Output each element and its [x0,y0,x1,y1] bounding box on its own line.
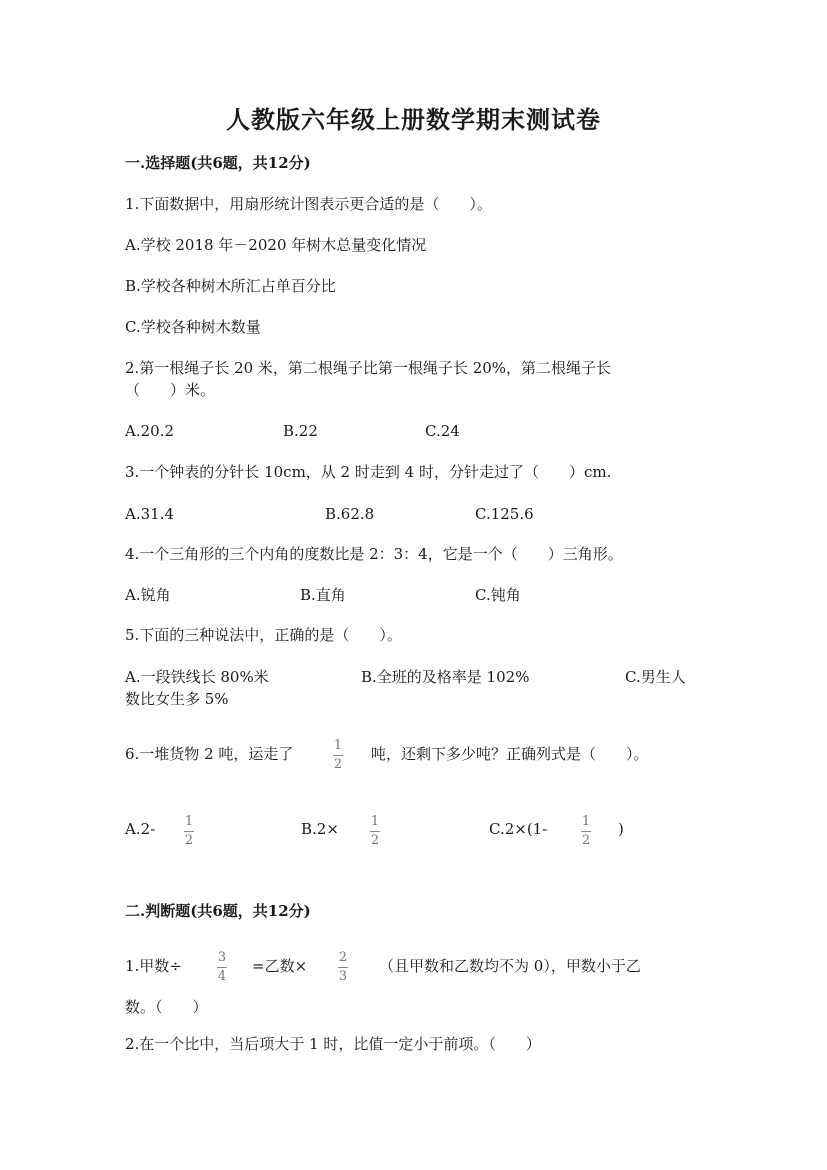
fraction-numerator: 1 [370,814,380,829]
fraction-denominator: 2 [333,757,343,772]
question-6-option-a-fraction [184,815,194,848]
question-2-option-a: A.20.2 [125,422,174,440]
question-1-option-c: C.学校各种树木数量 [125,318,261,336]
fraction-denominator: 3 [338,969,348,984]
question-6-option-c-fraction [581,815,591,848]
fraction-numerator: 3 [217,950,227,965]
fraction-bar [184,831,194,832]
page-title: 人教版六年级上册数学期末测试卷 [226,105,601,134]
question-3-option-b: B.62.8 [325,505,375,523]
question-5-option-a: A.一段铁线长 80%米 [125,668,269,686]
question-4-option-a: A.锐角 [125,586,171,604]
question-4-option-b: B.直角 [300,586,346,604]
fraction-denominator: 4 [217,969,227,984]
judge-1-part2: =乙数× [252,957,308,975]
judge-1-fraction-1 [217,951,227,984]
fraction-numerator: 1 [581,814,591,829]
question-4-option-c: C.钝角 [475,586,521,604]
question-3-option-a: A.31.4 [125,505,174,523]
question-6-stem-part1: 6.一堆货物 2 吨，运走了 [125,745,294,763]
judge-1-part1: 1.甲数÷ [125,957,182,975]
question-6-option-c-end: ) [618,820,624,838]
question-1-option-a: A.学校 2018 年－2020 年树木总量变化情况 [125,236,427,254]
question-6-stem-part2: 吨，还剩下多少吨？正确列式是（ ）。 [371,745,649,763]
fraction-numerator: 1 [184,814,194,829]
question-6-fraction [333,739,343,772]
question-3-stem: 3.一个钟表的分针长 10cm，从 2 时走到 4 时，分针走过了（ ）cm. [125,463,612,481]
question-2-option-b: B.22 [283,422,318,440]
question-6-option-b: B.2× [301,820,339,838]
question-1-option-b: B.学校各种树木所汇占单百分比 [125,277,336,295]
fraction-bar [370,831,380,832]
judge-1-part3: （且甲数和乙数均不为 0），甲数小于乙 [379,957,641,975]
question-1-stem: 1.下面数据中，用扇形统计图表示更合适的是（ ）。 [125,195,492,213]
question-5-option-b: B.全班的及格率是 102% [361,668,530,686]
question-5-stem: 5.下面的三种说法中，正确的是（ ）。 [125,626,402,644]
question-2-option-c: C.24 [425,422,460,440]
judge-1-line2: 数。（ ） [125,998,208,1016]
judge-1-fraction-2 [338,951,348,984]
question-6-option-a: A.2- [125,820,156,838]
question-5-option-c-line2: 数比女生多 5% [125,690,229,708]
fraction-numerator: 2 [338,950,348,965]
section-heading-choice: 一.选择题(共6题，共12分) [125,154,311,172]
question-5-option-c-line1: C.男生人 [625,668,686,686]
question-3-option-c: C.125.6 [475,505,534,523]
fraction-numerator: 1 [333,738,343,753]
judge-2-stem: 2.在一个比中，当后项大于 1 时，比值一定小于前项。（ ） [125,1035,541,1053]
question-2-stem-line2: （ ）米。 [125,381,216,399]
question-6-option-b-fraction [370,815,380,848]
question-6-option-c: C.2×(1- [489,820,548,838]
question-2-stem-line1: 2.第一根绳子长 20 米，第二根绳子比第一根绳子长 20%，第二根绳子长 [125,359,612,377]
fraction-denominator: 2 [370,833,380,848]
fraction-denominator: 2 [184,833,194,848]
section-heading-judgement: 二.判断题(共6题，共12分) [125,902,311,920]
question-4-stem: 4.一个三角形的三个内角的度数比是 2：3：4，它是一个（ ）三角形。 [125,545,623,563]
fraction-denominator: 2 [581,833,591,848]
fraction-bar [338,967,348,968]
fraction-bar [581,831,591,832]
fraction-bar [217,967,227,968]
fraction-bar [333,755,343,756]
